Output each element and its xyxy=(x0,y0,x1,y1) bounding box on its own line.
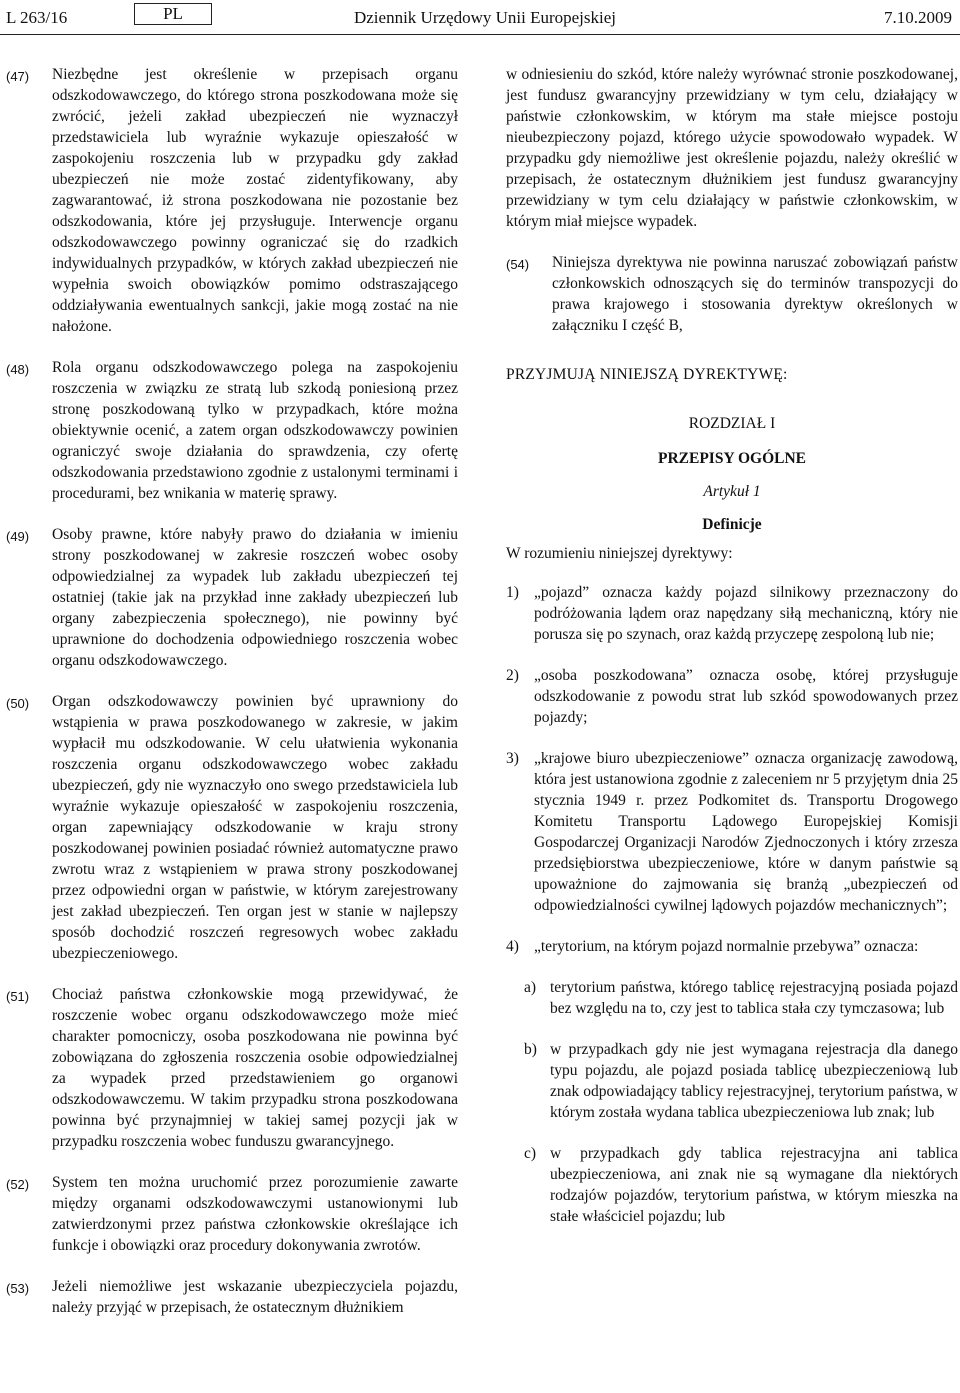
recital-53 xyxy=(6,1276,458,1318)
recital-50 xyxy=(6,691,458,964)
recital-text: Organ odszkodowawczy powinien być uprawniony do wstąpienia w prawa poszkodowanego w zakresie, w jakim wypłacił mu odszkodowanie. W celu ułatwienia wykonania roszczenia organu odszkodowawczego wobec zakładu ubezpieczeń, gdy nie wyznaczyło ono swego przedstawiciela lub wyraźnie wykazuje opieszałość w zaspokojeniu roszczenia, organ zapewniający odszkodowanie w kraju strony poszkodowanej powinien posiadać również automatyczne prawo zwrotu wraz z wstąpieniem w prawa strony poszkodowanej przez odpowiedni organ w państwie, w którym zarejestrowany jest zakład ubezpieczeń. Ten organ jest w stanie w najlepszy sposób dochodzić roszczeń regresowych wobec zakładu ubezpieczeniowego. xyxy=(52,693,458,962)
definition-text: „terytorium, na którym pojazd normalnie przebywa” oznacza: xyxy=(534,938,919,955)
adoption-formula: PRZYJMUJĄ NINIEJSZĄ DYREKTYWĘ: xyxy=(506,366,788,383)
definition-item-3 xyxy=(506,748,958,916)
subitem-letter: a) xyxy=(524,979,537,996)
subitem-letter: c) xyxy=(524,1145,537,1162)
definition-number: 1) xyxy=(506,584,519,601)
article-intro: W rozumieniu niniejszej dyrektywy: xyxy=(506,545,733,562)
recital-number: (52) xyxy=(6,1177,30,1192)
subitem-letter: b) xyxy=(524,1041,537,1058)
recital-text: Chociaż państwa członkowskie mogą przewidywać, że roszczenie wobec organu odszkodowawczego może mieć charakter pomocniczy, osoba poszkodowana nie powinna być zobowiązana do zgłoszenia roszczenia osobie odpowiedzialnej za wypadek przed przedstawieniem go organowi odszkodowawczemu. W takim przypadku strona poszkodowana powinna być przynajmniej w takiej samej pozycji jak w przypadku roszczenia wobec funduszu gwarancyjnego. xyxy=(52,986,458,1150)
page-header xyxy=(0,0,960,40)
recital-number: (50) xyxy=(6,696,30,711)
definition-text: „krajowe biuro ubezpieczeniowe” oznacza organizację zawodową, która jest ustanowiona zgodnie z zaleceniem nr 5 przyjętym dnia 25 stycznia 1949 r. przez Podkomitet ds. Transportu Drogowego Komitetu Transportu Lądowego Europejskiej Komisji Gospodarczej Organizacji Narodów Zjednoczonych i który zrzesza przedsiębiorstwa ubezpieczeniowe, które w danym państwie są upoważnione do zajmowania się branżą „ubezpieczeń od odpowiedzialności cywilnej lądowych pojazdów mechanicznych”; xyxy=(534,750,958,914)
recital-number: (53) xyxy=(6,1281,30,1296)
recital-number: (54) xyxy=(506,257,530,272)
publication-date: 7.10.2009 xyxy=(884,8,952,27)
language-box: PL xyxy=(134,3,212,25)
chapter-title: PRZEPISY OGÓLNE xyxy=(658,450,806,467)
recital-52 xyxy=(6,1172,458,1256)
journal-title: Dziennik Urzędowy Unii Europejskiej xyxy=(353,8,616,27)
recital-47 xyxy=(6,64,458,337)
recital-53-continuation: w odniesieniu do szkód, które należy wyrównać stronie poszkodowanej, jest fundusz gwarancyjny przewidziany w tym celu, działający w państwie członkowskim, w którym ma stałe miejsce postoju nieubezpieczony pojazd, którego użycie spowodowało wypadek. W przypadku gdy niemożliwe jest określenie pojazdu, należy określić w przepisach, że ostatecznym dłużnikiem jest fundusz gwarancyjny przewidziany w tym celu działający w państwie członkowskim, w którym miał miejsce wypadek. xyxy=(506,66,958,230)
definition-text: „osoba poszkodowana” oznacza osobę, której przysługuje odszkodowanie z powodu strat lub szkód spowodowanych przez pojazdy; xyxy=(534,667,958,726)
left-column xyxy=(6,64,458,1338)
right-column xyxy=(506,64,958,1247)
article-number: Artykuł 1 xyxy=(703,483,761,500)
recital-text: Niezbędne jest określenie w przepisach organu odszkodowawczego, do którego strona poszkodowana może się zwrócić, jeżeli zakład ubezpieczeń nie wyznaczył przedstawiciela lub wyraźnie wykazuje opieszałość w zaspokojeniu roszczenia lub w przypadku gdy zakład ubezpieczeń nie może zostać zidentyfikowany, aby zagwarantować, iż strona poszkodowana nie pozostanie bez odszkodowania, które jej przysługuje. Interwencje organu odszkodowawczego powinny ograniczać się do rzadkich indywidualnych przypadków, w których zakład ubezpieczeń nie wypełnia swoich obowiązków pomimo odstraszającego oddziaływania ewentualnych sankcji, jakie mogą zostać na nie nałożone. xyxy=(52,66,458,335)
subitem-a xyxy=(524,977,958,1019)
definition-number: 4) xyxy=(506,938,519,955)
recital-49 xyxy=(6,524,458,671)
definition-number: 2) xyxy=(506,667,519,684)
definition-text: „pojazd” oznacza każdy pojazd silnikowy przeznaczony do podróżowania lądem oraz napędzany siłą mechaniczną, który nie porusza się po szynach, oraz każdą przyczepę zespoloną lub nie; xyxy=(534,584,958,643)
recital-number: (49) xyxy=(6,529,30,544)
recital-number: (47) xyxy=(6,69,30,84)
recital-54 xyxy=(506,252,958,336)
recital-text: System ten można uruchomić przez porozumienie zawarte między organami odszkodowawczymi ustanowionymi lub zatwierdzonymi przez państwa członkowskie określające ich funkcje i obowiązki oraz procedury dokonywania zwrotów. xyxy=(52,1174,458,1254)
recital-number: (48) xyxy=(6,362,30,377)
subitem-c xyxy=(524,1143,958,1227)
definition-item-2 xyxy=(506,665,958,728)
recital-number: (51) xyxy=(6,989,30,1004)
subitem-b xyxy=(524,1039,958,1123)
recital-text: Jeżeli niemożliwe jest wskazanie ubezpieczyciela pojazdu, należy przyjąć w przepisach, że ostatecznym dłużnikiem xyxy=(52,1278,458,1316)
definition-number: 3) xyxy=(506,750,519,767)
definition-item-1 xyxy=(506,582,958,645)
subitem-text: w przypadkach gdy nie jest wymagana rejestracja dla danego typu pojazdu, ale pojazd posiada tablicę ubezpieczeniową lub znak odpowiadający tablicy rejestracyjnej, terytorium państwa, w którym została wydana tablica ubezpieczeniowa lub znak; lub xyxy=(550,1041,958,1121)
recital-text: Rola organu odszkodowawczego polega na zaspokojeniu roszczenia w związku ze stratą lub szkodą poniesioną przez stronę poszkodowaną tylko w przypadkach, które można obiektywnie ocenić, a zatem organ odszkodowawczy powinien ograniczyć swoje działania do sprawdzenia, czy ofertę odszkodowania przedstawiono zgodnie z ustalonymi terminami i procedurami, bez wnikania w materię sprawy. xyxy=(52,359,458,502)
subitem-text: w przypadkach gdy tablica rejestracyjna ani tablica ubezpieczeniowa, ani znak nie są wymagane dla niektórych rodzajów pojazdów, terytorium państwa, w którym mieszka na stałe właściciel pojazdu; lub xyxy=(550,1145,958,1225)
subitem-text: terytorium państwa, którego tablicę rejestracyjną posiada pojazd bez względu na to, czy jest to tablica stała czy tymczasowa; lub xyxy=(550,979,958,1017)
recital-text: Osoby prawne, które nabyły prawo do działania w imieniu strony poszkodowanej w zakresie roszczeń wobec osoby odpowiedzialnej za wypadek lub zakładu ubezpieczeń tej ostatniej (takie jak na przykład inne zakłady ubezpieczeń lub organy zabezpieczenia społecznego), nie powinny być uprawnione do dochodzenia odpowiedniego roszczenia wobec organu odszkodowawczego. xyxy=(52,526,458,669)
page-number: L 263/16 xyxy=(6,8,68,27)
recital-51 xyxy=(6,984,458,1152)
recital-text: Niniejsza dyrektywa nie powinna naruszać zobowiązań państw członkowskich odnoszących się do terminów transpozycji do prawa krajowego i stosowania dyrektyw określonych w załączniku I część B, xyxy=(552,254,958,334)
recital-48 xyxy=(6,357,458,504)
definition-item-4 xyxy=(506,936,958,957)
header-rule xyxy=(0,34,960,35)
article-title: Definicje xyxy=(702,516,762,533)
chapter-number: ROZDZIAŁ I xyxy=(688,415,776,432)
